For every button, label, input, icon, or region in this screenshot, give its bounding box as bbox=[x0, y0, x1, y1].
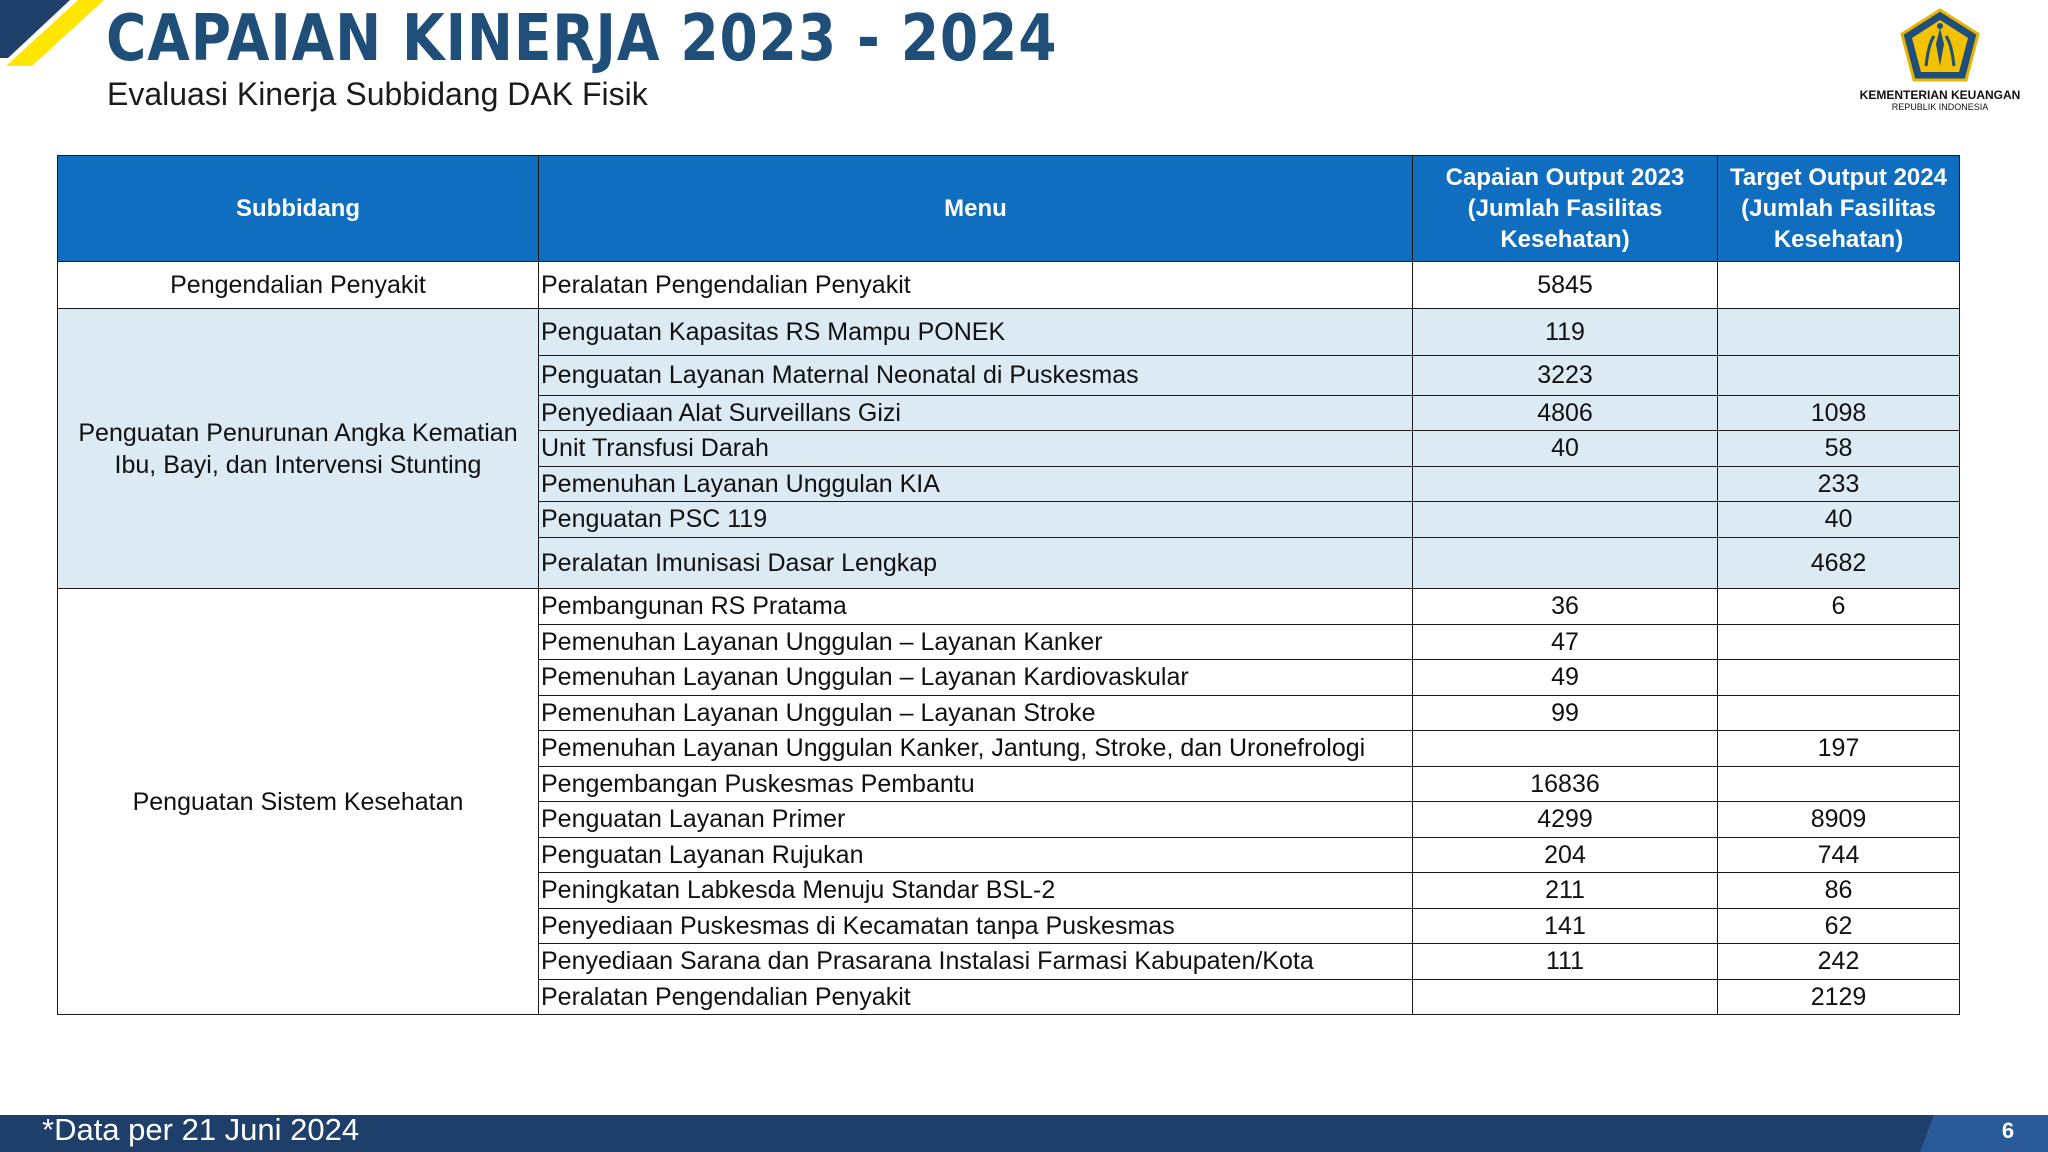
capaian-cell bbox=[1413, 980, 1718, 1015]
capaian-cell: 16836 bbox=[1413, 767, 1718, 802]
menu-cell: Pemenuhan Layanan Unggulan – Layanan Stroke bbox=[539, 696, 1413, 731]
table-row bbox=[58, 309, 1960, 356]
target-cell bbox=[1718, 356, 1960, 396]
header-target-2024: Target Output 2024 (Jumlah Fasilitas Kesehatan) bbox=[1718, 156, 1960, 262]
subbidang-cell: Penguatan Penurunan Angka Kematian Ibu, Bayi, dan Intervensi Stunting bbox=[58, 309, 539, 589]
target-cell: 40 bbox=[1718, 502, 1960, 538]
subbidang-cell: Penguatan Sistem Kesehatan bbox=[58, 589, 539, 1015]
footer-note: *Data per 21 Juni 2024 bbox=[42, 1112, 360, 1147]
capaian-cell: 40 bbox=[1413, 431, 1718, 467]
logo-text-country: REPUBLIK INDONESIA bbox=[1891, 102, 1989, 112]
menu-cell: Penyediaan Alat Surveillans Gizi bbox=[539, 396, 1413, 431]
header-menu: Menu bbox=[539, 156, 1413, 262]
target-cell: 4682 bbox=[1718, 538, 1960, 589]
header-capaian-2023: Capaian Output 2023 (Jumlah Fasilitas Kesehatan) bbox=[1413, 156, 1718, 262]
capaian-cell: 36 bbox=[1413, 589, 1718, 625]
capaian-cell bbox=[1413, 731, 1718, 767]
capaian-cell bbox=[1413, 502, 1718, 538]
target-cell bbox=[1718, 625, 1960, 660]
target-cell: 8909 bbox=[1718, 802, 1960, 838]
capaian-cell: 99 bbox=[1413, 696, 1718, 731]
menu-cell: Penguatan PSC 119 bbox=[539, 502, 1413, 538]
page-number: 6 bbox=[2001, 1118, 2015, 1143]
capaian-cell: 204 bbox=[1413, 838, 1718, 873]
menu-cell: Penguatan Layanan Primer bbox=[539, 802, 1413, 838]
menu-cell: Pemenuhan Layanan Unggulan – Layanan Kanker bbox=[539, 625, 1413, 660]
corner-accent-shape bbox=[0, 0, 110, 66]
target-cell: 86 bbox=[1718, 873, 1960, 909]
capaian-cell: 3223 bbox=[1413, 356, 1718, 396]
target-cell: 1098 bbox=[1718, 396, 1960, 431]
menu-cell: Peralatan Pengendalian Penyakit bbox=[539, 262, 1413, 309]
target-cell: 58 bbox=[1718, 431, 1960, 467]
ministry-logo bbox=[1850, 8, 2030, 120]
menu-cell: Pengembangan Puskesmas Pembantu bbox=[539, 767, 1413, 802]
target-cell: 6 bbox=[1718, 589, 1960, 625]
target-cell bbox=[1718, 262, 1960, 309]
menu-cell: Pemenuhan Layanan Unggulan – Layanan Kardiovaskular bbox=[539, 660, 1413, 696]
target-cell: 2129 bbox=[1718, 980, 1960, 1015]
target-cell bbox=[1718, 767, 1960, 802]
target-cell: 233 bbox=[1718, 467, 1960, 502]
menu-cell: Peningkatan Labkesda Menuju Standar BSL-2 bbox=[539, 873, 1413, 909]
capaian-cell: 4806 bbox=[1413, 396, 1718, 431]
capaian-cell: 119 bbox=[1413, 309, 1718, 356]
menu-cell: Pemenuhan Layanan Unggulan Kanker, Jantung, Stroke, dan Uronefrologi bbox=[539, 731, 1413, 767]
page-subtitle: Evaluasi Kinerja Subbidang DAK Fisik bbox=[107, 76, 648, 112]
menu-cell: Pembangunan RS Pratama bbox=[539, 589, 1413, 625]
target-cell bbox=[1718, 660, 1960, 696]
target-cell: 197 bbox=[1718, 731, 1960, 767]
target-cell: 744 bbox=[1718, 838, 1960, 873]
capaian-cell: 5845 bbox=[1413, 262, 1718, 309]
target-cell bbox=[1718, 696, 1960, 731]
target-cell: 242 bbox=[1718, 944, 1960, 980]
capaian-cell: 49 bbox=[1413, 660, 1718, 696]
performance-table bbox=[57, 155, 1960, 1015]
subbidang-cell: Pengendalian Penyakit bbox=[58, 262, 539, 309]
menu-cell: Penguatan Layanan Rujukan bbox=[539, 838, 1413, 873]
table-row bbox=[58, 262, 1960, 309]
emblem-icon bbox=[1898, 8, 1982, 84]
target-cell bbox=[1718, 309, 1960, 356]
capaian-cell bbox=[1413, 467, 1718, 502]
menu-cell: Penguatan Kapasitas RS Mampu PONEK bbox=[539, 309, 1413, 356]
footer-accent-shape bbox=[1920, 1115, 2048, 1152]
capaian-cell bbox=[1413, 538, 1718, 589]
capaian-cell: 47 bbox=[1413, 625, 1718, 660]
logo-text-ministry: KEMENTERIAN KEUANGAN bbox=[1859, 88, 2021, 102]
menu-cell: Peralatan Imunisasi Dasar Lengkap bbox=[539, 538, 1413, 589]
capaian-cell: 211 bbox=[1413, 873, 1718, 909]
menu-cell: Penguatan Layanan Maternal Neonatal di Puskesmas bbox=[539, 356, 1413, 396]
page-title: CAPAIAN KINERJA 2023 - 2024 bbox=[106, 2, 1058, 76]
header-subbidang: Subbidang bbox=[58, 156, 539, 262]
target-cell: 62 bbox=[1718, 909, 1960, 944]
menu-cell: Unit Transfusi Darah bbox=[539, 431, 1413, 467]
capaian-cell: 4299 bbox=[1413, 802, 1718, 838]
menu-cell: Pemenuhan Layanan Unggulan KIA bbox=[539, 467, 1413, 502]
menu-cell: Peralatan Pengendalian Penyakit bbox=[539, 980, 1413, 1015]
menu-cell: Penyediaan Sarana dan Prasarana Instalasi Farmasi Kabupaten/Kota bbox=[539, 944, 1413, 980]
table-row bbox=[58, 589, 1960, 625]
table-header-row bbox=[58, 156, 1960, 262]
capaian-cell: 141 bbox=[1413, 909, 1718, 944]
menu-cell: Penyediaan Puskesmas di Kecamatan tanpa Puskesmas bbox=[539, 909, 1413, 944]
capaian-cell: 111 bbox=[1413, 944, 1718, 980]
